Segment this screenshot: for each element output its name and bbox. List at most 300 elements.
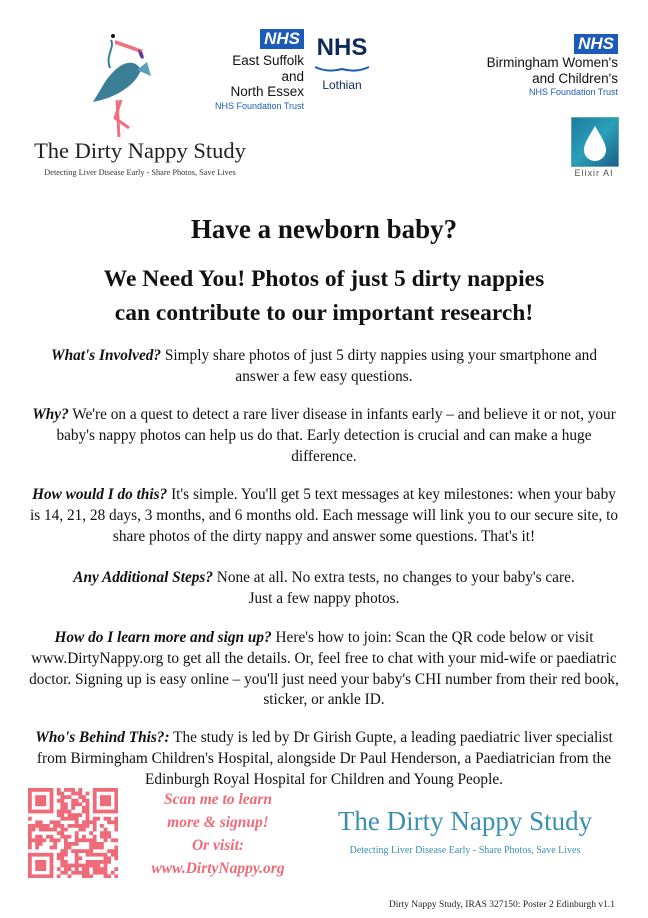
qr-module [86, 824, 90, 828]
qr-module [50, 867, 54, 871]
qr-module [39, 820, 43, 824]
qr-module [39, 838, 43, 842]
qr-module [107, 856, 111, 860]
qr-module [35, 860, 39, 864]
qr-module [107, 788, 111, 792]
qr-module [35, 799, 39, 803]
qr-module [50, 846, 54, 850]
qr-module [104, 867, 108, 871]
qr-module [28, 842, 32, 846]
qr-module [42, 860, 46, 864]
subtitle-line: We Need You! Photos of just 5 dirty nappies [103, 266, 545, 292]
qr-module [100, 846, 104, 850]
qr-module [82, 799, 86, 803]
section-sign-up [24, 628, 624, 711]
qr-module [60, 810, 64, 814]
section-question: How would I do this? [32, 486, 168, 503]
qr-module [42, 874, 46, 878]
qr-module [78, 788, 82, 792]
qr-module [42, 853, 46, 857]
qr-module [64, 802, 68, 806]
qr-module [114, 792, 118, 796]
qr-module [28, 856, 32, 860]
qr-module [28, 824, 32, 828]
qr-module [82, 835, 86, 839]
qr-module [96, 810, 100, 814]
qr-module [28, 860, 32, 864]
qr-module [71, 813, 75, 817]
qr-module [28, 835, 32, 839]
qr-module [107, 860, 111, 864]
section-whos-behind [20, 728, 628, 790]
qr-module [114, 799, 118, 803]
qr-module [28, 846, 32, 850]
qr-module [53, 828, 57, 832]
qr-module [78, 864, 82, 868]
qr-module [57, 856, 61, 860]
qr-module [39, 860, 43, 864]
qr-module [100, 835, 104, 839]
qr-module [60, 849, 64, 853]
qr-module [50, 860, 54, 864]
qr-module [107, 817, 111, 821]
qr-module [107, 802, 111, 806]
qr-module [78, 813, 82, 817]
qr-module [93, 853, 97, 857]
qr-module [82, 838, 86, 842]
qr-module [39, 867, 43, 871]
qr-module [60, 853, 64, 857]
qr-module [93, 871, 97, 875]
qr-module [104, 856, 108, 860]
qr-module [68, 874, 72, 878]
qr-module [68, 788, 72, 792]
qr-module [100, 853, 104, 857]
nhs-birmingham-name [470, 55, 618, 97]
qr-module [39, 810, 43, 814]
qr-module [114, 856, 118, 860]
qr-module [39, 795, 43, 799]
qr-module [35, 842, 39, 846]
qr-module [100, 824, 104, 828]
qr-module [114, 802, 118, 806]
qr-module [104, 810, 108, 814]
qr-module [75, 820, 79, 824]
cta-line: more & signup! [167, 814, 269, 831]
qr-module [100, 788, 104, 792]
qr-module [71, 806, 75, 810]
qr-module [60, 795, 64, 799]
qr-module [89, 846, 93, 850]
qr-module [100, 802, 104, 806]
qr-module [64, 846, 68, 850]
qr-module [82, 871, 86, 875]
qr-module [50, 788, 54, 792]
qr-module [53, 846, 57, 850]
qr-module [64, 853, 68, 857]
qr-module [57, 853, 61, 857]
qr-module [68, 824, 72, 828]
qr-module [114, 788, 118, 792]
qr-module [75, 799, 79, 803]
qr-module [96, 864, 100, 868]
qr-module [28, 867, 32, 871]
qr-module [78, 795, 82, 799]
trust-sub: NHS Foundation Trust [528, 87, 618, 97]
section-question: Who's Behind This?: [35, 729, 170, 746]
qr-module [53, 824, 57, 828]
qr-module [114, 874, 118, 878]
qr-module [28, 874, 32, 878]
qr-module [60, 856, 64, 860]
qr-module [71, 817, 75, 821]
qr-module [57, 810, 61, 814]
qr-module [32, 788, 36, 792]
qr-module [35, 795, 39, 799]
qr-module [71, 799, 75, 803]
qr-module [68, 867, 72, 871]
qr-module [46, 835, 50, 839]
qr-module [104, 795, 108, 799]
qr-module [89, 849, 93, 853]
footer-logo-tagline: Detecting Liver Disease Early - Share Photos, Save Lives [349, 845, 581, 856]
trust-name: North Essex [230, 84, 304, 99]
qr-module [86, 813, 90, 817]
qr-module [68, 813, 72, 817]
qr-module [53, 838, 57, 842]
qr-module [82, 849, 86, 853]
subtitle [0, 262, 648, 330]
qr-module [28, 810, 32, 814]
qr-module [71, 864, 75, 868]
qr-module [86, 806, 90, 810]
qr-module [111, 838, 115, 842]
qr-module [82, 867, 86, 871]
qr-module [60, 828, 64, 832]
page-title: Have a newborn baby? [190, 214, 458, 244]
qr-module [96, 853, 100, 857]
qr-module [104, 853, 108, 857]
qr-module [35, 846, 39, 850]
qr-module [75, 792, 79, 796]
qr-module [93, 824, 97, 828]
qr-module [104, 874, 108, 878]
qr-module [57, 788, 61, 792]
qr-module [93, 860, 97, 864]
qr-module [71, 802, 75, 806]
qr-module [89, 853, 93, 857]
qr-module [86, 849, 90, 853]
poster-reference: Dirty Nappy Study, IRAS 327150: Poster 2 Edinburgh v1.1 [388, 900, 615, 910]
qr-module [86, 867, 90, 871]
qr-module [86, 817, 90, 821]
section-whats-involved [30, 346, 618, 388]
qr-module [89, 842, 93, 846]
qr-module [111, 788, 115, 792]
qr-module [64, 842, 68, 846]
qr-module [89, 860, 93, 864]
qr-module [107, 831, 111, 835]
qr-module [86, 792, 90, 796]
qr-module [89, 820, 93, 824]
qr-module [32, 828, 36, 832]
qr-module [60, 792, 64, 796]
qr-module [53, 820, 57, 824]
qr-module [64, 871, 68, 875]
qr-module [42, 799, 46, 803]
qr-module [111, 853, 115, 857]
qr-module [82, 874, 86, 878]
qr-module [60, 824, 64, 828]
qr-module [50, 871, 54, 875]
qr-module [46, 874, 50, 878]
qr-module [50, 874, 54, 878]
qr-module [64, 828, 68, 832]
qr-module [35, 788, 39, 792]
qr-module [86, 871, 90, 875]
qr-module [32, 853, 36, 857]
qr-module [78, 824, 82, 828]
study-logo-tagline: Detecting Liver Disease Early - Share Photos, Save Lives [44, 168, 236, 177]
qr-module [75, 864, 79, 868]
trust-name: and Children's [532, 70, 618, 86]
qr-module [75, 860, 79, 864]
qr-module [100, 867, 104, 871]
qr-module [50, 828, 54, 832]
qr-module [28, 871, 32, 875]
qr-module [39, 802, 43, 806]
qr-module [96, 867, 100, 871]
qr-module [86, 802, 90, 806]
qr-module [50, 853, 54, 857]
qr-module [64, 806, 68, 810]
qr-module [42, 795, 46, 799]
qr-module [78, 838, 82, 842]
qr-module [64, 838, 68, 842]
qr-module [78, 802, 82, 806]
qr-module [93, 802, 97, 806]
qr-module [68, 864, 72, 868]
qr-module [75, 802, 79, 806]
qr-module [35, 802, 39, 806]
qr-module [104, 799, 108, 803]
qr-module [50, 835, 54, 839]
qr-module [35, 864, 39, 868]
qr-module [75, 824, 79, 828]
qr-module [75, 849, 79, 853]
qr-module [100, 810, 104, 814]
qr-module [57, 838, 61, 842]
qr-module [104, 831, 108, 835]
qr-module [93, 792, 97, 796]
qr-module [53, 842, 57, 846]
qr-module [96, 817, 100, 821]
qr-module [100, 831, 104, 835]
qr-module [57, 799, 61, 803]
nhs-lothian-badge: NHS [316, 34, 368, 61]
qr-module [50, 856, 54, 860]
qr-module [64, 788, 68, 792]
qr-module [28, 831, 32, 835]
qr-module [28, 799, 32, 803]
qr-module [75, 856, 79, 860]
qr-module [107, 849, 111, 853]
qr-module [96, 842, 100, 846]
qr-module [86, 874, 90, 878]
qr-module [64, 867, 68, 871]
qr-module [39, 874, 43, 878]
qr-module [96, 860, 100, 864]
qr-module [93, 838, 97, 842]
qr-module [60, 835, 64, 839]
qr-module [32, 838, 36, 842]
website-link[interactable]: www.DirtyNappy.org [151, 860, 285, 877]
qr-module [75, 867, 79, 871]
qr-module [60, 813, 64, 817]
qr-module [39, 824, 43, 828]
qr-module [71, 824, 75, 828]
qr-module [57, 824, 61, 828]
qr-module [86, 860, 90, 864]
cta-line: Or visit: [191, 837, 245, 854]
qr-code[interactable] [28, 788, 118, 878]
qr-module [75, 813, 79, 817]
qr-module [50, 810, 54, 814]
qr-module [104, 817, 108, 821]
qr-module [42, 838, 46, 842]
qr-module [50, 795, 54, 799]
qr-module [75, 817, 79, 821]
qr-module [75, 853, 79, 857]
qr-module [100, 871, 104, 875]
section-answer: The study is led by Dr Girish Gupte, a leading paediatric liver specialist from Birmingham Children's Hospital, alongside Dr Paul Henderson, a Paediatrician from the Edinburgh Royal Hospital for Children and Young People. [36, 729, 613, 788]
nhs-east-suffolk-name [210, 53, 304, 111]
qr-module [68, 795, 72, 799]
qr-module [68, 846, 72, 850]
qr-module [78, 792, 82, 796]
qr-module [114, 849, 118, 853]
qr-module [64, 864, 68, 868]
qr-module [64, 835, 68, 839]
qr-module [107, 810, 111, 814]
qr-module [71, 788, 75, 792]
qr-module [50, 792, 54, 796]
qr-module [42, 788, 46, 792]
qr-module [114, 810, 118, 814]
qr-module [107, 874, 111, 878]
qr-module [78, 849, 82, 853]
section-answer: None at all. No extra tests, no changes to your baby's care. Just a few nappy photos. [212, 569, 575, 607]
qr-module [60, 806, 64, 810]
qr-module [57, 792, 61, 796]
nhs-lothian-logo [313, 36, 371, 92]
qr-module [60, 871, 64, 875]
qr-module [93, 799, 97, 803]
qr-module [35, 810, 39, 814]
section-how [30, 485, 618, 547]
qr-module [50, 820, 54, 824]
qr-module [100, 795, 104, 799]
qr-module [42, 828, 46, 832]
qr-module [89, 831, 93, 835]
qr-module [28, 828, 32, 832]
qr-module [28, 838, 32, 842]
nhs-badge: NHS [574, 34, 618, 54]
qr-module [68, 817, 72, 821]
qr-module [107, 795, 111, 799]
qr-module [28, 802, 32, 806]
section-answer: Simply share photos of just 5 dirty nappies using your smartphone and answer a few easy questions. [161, 347, 597, 385]
qr-module [114, 867, 118, 871]
section-question: Any Additional Steps? [73, 569, 213, 586]
qr-module [68, 810, 72, 814]
qr-module [60, 802, 64, 806]
qr-module [93, 788, 97, 792]
qr-module [107, 820, 111, 824]
qr-module [42, 864, 46, 868]
qr-module [111, 849, 115, 853]
qr-module [93, 842, 97, 846]
qr-module [104, 835, 108, 839]
qr-module [57, 820, 61, 824]
qr-module [104, 788, 108, 792]
qr-module [93, 820, 97, 824]
qr-module [107, 835, 111, 839]
nhs-birmingham-logo [560, 34, 618, 54]
qr-module [50, 864, 54, 868]
qr-module [35, 867, 39, 871]
qr-module [93, 810, 97, 814]
qr-module [114, 817, 118, 821]
qr-module [35, 835, 39, 839]
qr-module [28, 795, 32, 799]
qr-module [46, 810, 50, 814]
section-answer: Here's how to join: Scan the QR code below or visit www.DirtyNappy.org to get all the details. Or, feel free to chat with your mid-wife or paediatric doctor. Signing up is easy online – you'll just need your baby's CHI number from their red book, sticker, or ankle ID. [29, 629, 619, 709]
qr-module [104, 802, 108, 806]
qr-module [64, 817, 68, 821]
qr-module [46, 788, 50, 792]
qr-module [57, 813, 61, 817]
qr-module [107, 799, 111, 803]
qr-module [82, 810, 86, 814]
qr-module [68, 842, 72, 846]
qr-module [75, 831, 79, 835]
qr-module [46, 853, 50, 857]
qr-module [35, 874, 39, 878]
qr-module [28, 792, 32, 796]
qr-module [111, 810, 115, 814]
qr-module [50, 838, 54, 842]
qr-module [39, 788, 43, 792]
qr-module [82, 824, 86, 828]
qr-module [39, 835, 43, 839]
droplet-icon [572, 118, 618, 166]
qr-module [114, 838, 118, 842]
qr-module [57, 874, 61, 878]
qr-module [64, 860, 68, 864]
qr-module [93, 835, 97, 839]
subtitle-line: can contribute to our important research! [114, 300, 534, 326]
qr-module [78, 856, 82, 860]
qr-module [93, 867, 97, 871]
qr-module [82, 828, 86, 832]
qr-module [46, 828, 50, 832]
qr-module [42, 824, 46, 828]
qr-module [32, 824, 36, 828]
qr-module [50, 799, 54, 803]
qr-module [75, 838, 79, 842]
qr-module [71, 849, 75, 853]
